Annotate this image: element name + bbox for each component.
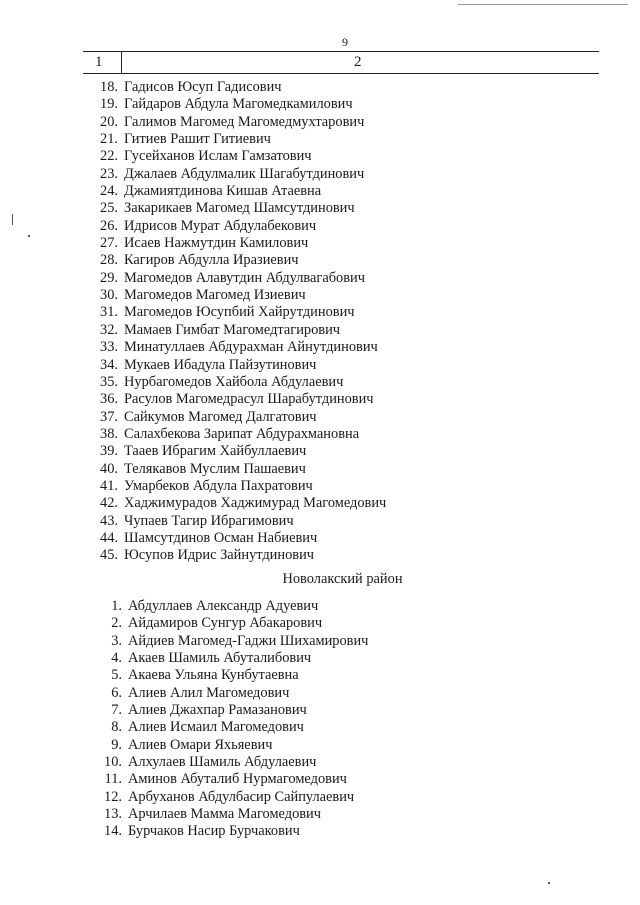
person-name: Айдамиров Сунгур Абакарович [128, 615, 323, 632]
column-1-label: 1 [95, 54, 103, 70]
person-name: Шамсутдинов Осман Набиевич [124, 529, 318, 546]
page-number: 9 [342, 35, 348, 49]
scan-mark [28, 235, 30, 237]
item-number: 35. [100, 373, 118, 390]
item-number: 43. [100, 512, 118, 529]
person-name: Исаев Нажмутдин Камилович [124, 235, 309, 252]
item-number: 7. [111, 702, 122, 719]
person-name: Умарбеков Абдула Пахратович [124, 477, 313, 494]
person-name: Алиев Алил Магомедович [128, 684, 290, 701]
district-heading: Новолакский район [282, 571, 403, 587]
item-number: 33. [100, 339, 118, 356]
person-name: Тааев Ибрагим Хайбуллаевич [124, 443, 307, 460]
item-number: 36. [100, 391, 118, 408]
column-2-label: 2 [354, 54, 362, 70]
person-name: Галимов Магомед Магомедмухтарович [124, 113, 365, 130]
item-number: 24. [100, 183, 118, 200]
item-number: 29. [100, 269, 118, 286]
item-number: 18. [100, 79, 118, 95]
person-name: Джамиятдинова Кишав Атаевна [124, 183, 322, 200]
person-name: Алиев Джахпар Рамазанович [128, 702, 307, 719]
scan-mark [548, 882, 550, 884]
person-name: Минатуллаев Абдурахман Айнутдинович [124, 339, 378, 356]
person-name: Аминов Абуталиб Нурмагомедович [128, 771, 347, 788]
item-number: 42. [100, 495, 118, 512]
column-divider [121, 52, 122, 73]
person-name: Магомедов Юсупбий Хайрутдинович [124, 304, 355, 321]
item-number: 26. [100, 217, 118, 234]
item-number: 14. [104, 823, 122, 840]
item-number: 39. [100, 443, 118, 460]
person-name: Мамаев Гимбат Магомедтагирович [124, 321, 341, 338]
person-name: Телякавов Муслим Пашаевич [124, 460, 306, 477]
item-number: 44. [100, 529, 118, 546]
person-name: Расулов Магомедрасул Шарабутдинович [124, 391, 374, 408]
person-name: Алиев Исмаил Магомедович [128, 719, 304, 736]
item-number: 25. [100, 200, 118, 217]
item-number: 2. [111, 615, 122, 632]
scan-mark [12, 214, 13, 225]
item-number: 34. [100, 356, 118, 373]
person-name: Магомедов Магомед Изиевич [124, 287, 306, 304]
person-name: Юсупов Идрис Зайнутдинович [124, 547, 315, 564]
item-number: 28. [100, 252, 118, 269]
person-name: Кагиров Абдулла Иразиевич [124, 252, 299, 269]
person-name: Гитиев Рашит Гитиевич [124, 131, 271, 148]
person-name: Джалаев Абдулмалик Шагабутдинович [124, 165, 365, 182]
person-name: Чупаев Тагир Ибрагимович [124, 512, 294, 529]
item-number: 1. [111, 598, 122, 614]
person-name: Алхулаев Шамиль Абдулаевич [128, 754, 317, 771]
item-number: 30. [100, 287, 118, 304]
item-number: 32. [100, 321, 118, 338]
item-number: 19. [100, 96, 118, 113]
person-name: Салахбекова Зарипат Абдурахмановна [124, 425, 360, 442]
item-number: 8. [111, 719, 122, 736]
person-name: Айдиев Магомед-Гаджи Шихамирович [128, 632, 369, 649]
person-name: Абдуллаев Александр Адуевич [128, 598, 319, 614]
person-name: Мукаев Ибадула Пайзутинович [124, 356, 317, 373]
person-name: Хаджимурадов Хаджимурад Магомедович [124, 495, 387, 512]
person-name: Гайдаров Абдула Магомедкамилович [124, 96, 353, 113]
item-number: 23. [100, 165, 118, 182]
item-number: 31. [100, 304, 118, 321]
person-name: Бурчаков Насир Бурчакович [128, 823, 300, 840]
person-name: Гадисов Юсуп Гадисович [124, 79, 282, 95]
item-number: 40. [100, 460, 118, 477]
item-number: 5. [111, 667, 122, 684]
person-name: Закарикаев Магомед Шамсутдинович [124, 200, 355, 217]
item-number: 9. [111, 736, 122, 753]
item-number: 37. [100, 408, 118, 425]
item-number: 27. [100, 235, 118, 252]
person-name: Магомедов Алавутдин Абдулвагабович [124, 269, 365, 286]
item-number: 13. [104, 806, 122, 823]
person-name: Акаева Ульяна Кунбутаевна [128, 667, 299, 684]
person-name: Арбуханов Абдулбасир Сайпулаевич [128, 788, 355, 805]
item-number: 41. [100, 477, 118, 494]
table-column-header [83, 51, 599, 74]
item-number: 21. [100, 131, 118, 148]
item-number: 3. [111, 632, 122, 649]
person-name: Нурбагомедов Хайбола Абдулаевич [124, 373, 344, 390]
person-name: Идрисов Мурат Абдулабекович [124, 217, 317, 234]
item-number: 6. [111, 684, 122, 701]
item-number: 45. [100, 547, 118, 564]
item-number: 22. [100, 148, 118, 165]
item-number: 20. [100, 113, 118, 130]
person-name: Алиев Омари Яхьяевич [128, 736, 273, 753]
scan-mark [458, 4, 628, 5]
item-number: 38. [100, 425, 118, 442]
item-number: 11. [104, 771, 122, 788]
person-name: Гусейханов Ислам Гамзатович [124, 148, 312, 165]
person-name: Сайкумов Магомед Далгатович [124, 408, 317, 425]
person-name: Арчилаев Мамма Магомедович [128, 806, 322, 823]
item-number: 12. [104, 788, 122, 805]
item-number: 10. [104, 754, 122, 771]
item-number: 4. [111, 650, 122, 667]
person-name: Акаев Шамиль Абуталибович [128, 650, 312, 667]
